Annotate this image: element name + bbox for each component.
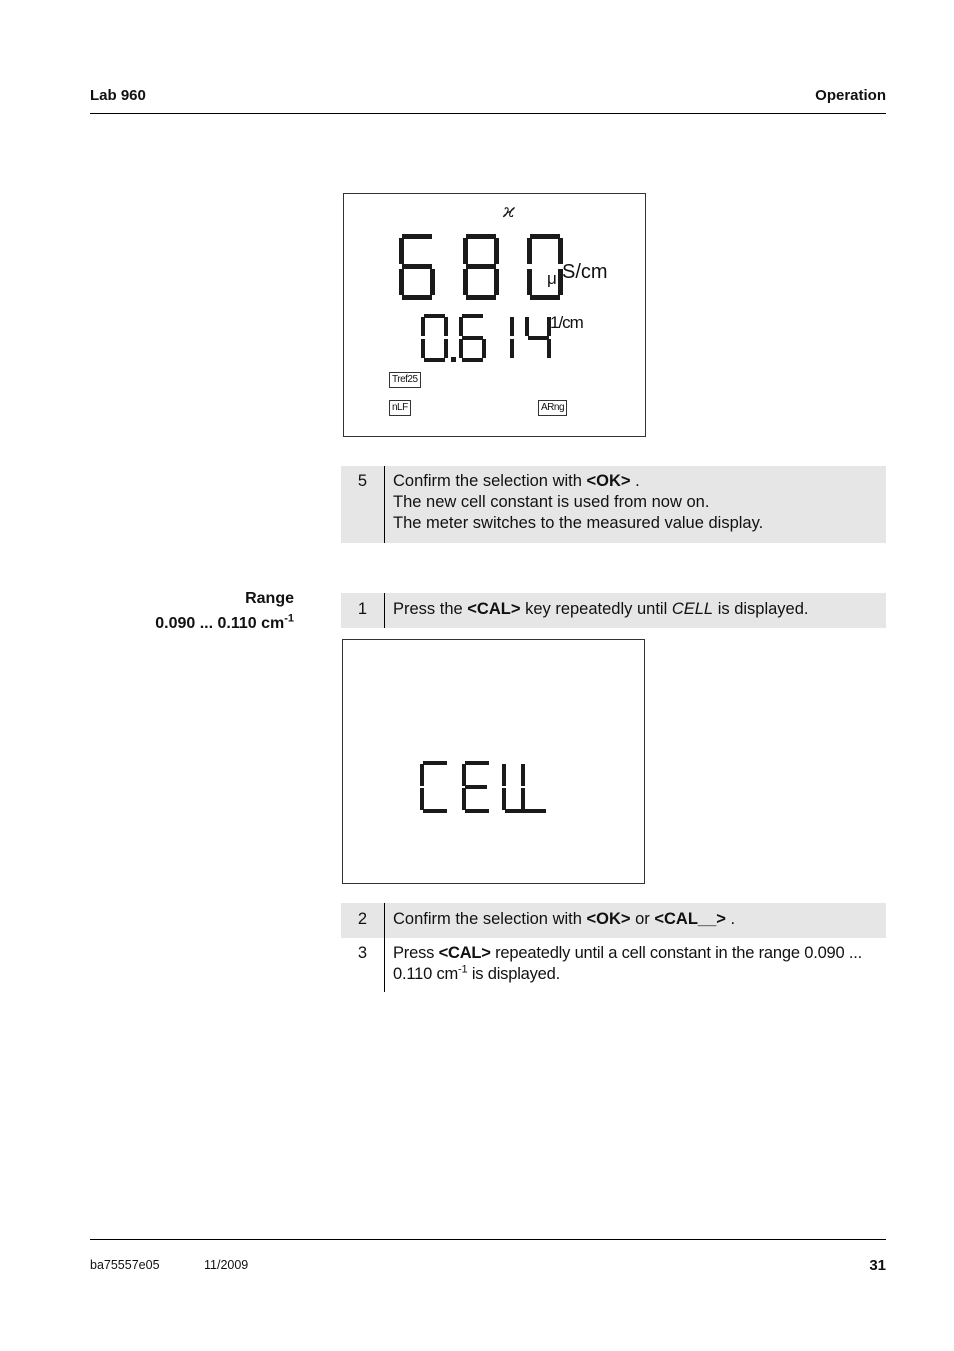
unit-siemens-per-cm: S/cm	[562, 261, 608, 283]
step-text	[393, 599, 880, 620]
step-divider	[384, 903, 385, 938]
step-divider	[384, 466, 385, 543]
range-text: 0.090 ... 0.110 cm	[155, 615, 285, 632]
digit-0	[527, 234, 563, 300]
step-3-row	[341, 938, 886, 992]
step-number: 5	[357, 472, 368, 490]
step-text-part: key repeatedly until	[520, 600, 672, 618]
char-c	[420, 761, 447, 813]
char-e	[462, 761, 489, 813]
step-text-part: Press	[393, 944, 439, 962]
indicator-tref25: Tref25	[389, 372, 421, 388]
step-text-part: is displayed.	[467, 965, 561, 983]
step-text-part: Confirm the selection with	[393, 472, 587, 490]
step-2-row	[341, 903, 886, 938]
conductivity-symbol: ϰ	[503, 200, 515, 222]
indicator-arng: ARng	[538, 400, 567, 416]
step-text	[393, 943, 880, 985]
footer-doc-id: ba75557e05	[90, 1258, 160, 1272]
side-heading-range	[155, 586, 294, 636]
step-text-part: Press the	[393, 600, 468, 618]
step-text-part: is displayed.	[713, 600, 809, 618]
footer-rule	[90, 1239, 886, 1240]
step-text	[393, 471, 880, 534]
step-5-row	[341, 466, 886, 543]
step-text-line: The meter switches to the measured value display.	[393, 514, 764, 532]
header-right: Operation	[815, 87, 886, 104]
step-text-part: .	[725, 910, 736, 928]
step-divider	[384, 593, 385, 628]
indicator-nlf: nLF	[389, 400, 411, 416]
sub-digit-1	[510, 317, 514, 358]
step-1-row	[341, 593, 886, 628]
lcd-display-cell	[342, 639, 645, 884]
step-text-part: repeatedly until a cell constant in the range 0.090 ... 0.110 cm	[393, 944, 863, 983]
digit-6	[399, 234, 435, 300]
key-cal: <CAL>	[467, 600, 521, 618]
display-term: CELL	[671, 600, 714, 618]
lcd-segments-cell	[343, 640, 644, 883]
digit-8	[463, 234, 499, 300]
step-divider	[384, 938, 385, 992]
decimal-point	[451, 357, 456, 362]
step-text-part: .	[630, 472, 640, 490]
step-number: 2	[357, 910, 368, 928]
side-heading-title: Range	[245, 590, 294, 607]
unit-mu: μ	[547, 269, 557, 288]
step-text-part: Confirm the selection with	[393, 910, 587, 928]
page-number: 31	[869, 1257, 886, 1274]
side-heading-range-value	[155, 611, 294, 636]
sub-digit-6	[459, 314, 486, 362]
sub-digit-4	[525, 317, 551, 358]
key-ok: <OK>	[586, 910, 631, 928]
step-text-part: or	[630, 910, 655, 928]
footer-date: 11/2009	[204, 1258, 249, 1272]
lcd-display-measurement	[343, 193, 646, 437]
step-text	[393, 909, 880, 930]
header-rule	[90, 113, 886, 114]
unit-per-cm: 1/cm	[550, 313, 583, 332]
unit-exponent: -1	[458, 963, 468, 976]
sub-digit-0	[421, 314, 448, 362]
step-number: 3	[357, 944, 368, 962]
key-cal: <CAL>	[438, 944, 491, 962]
step-text-line: The new cell constant is used from now on.	[393, 493, 710, 511]
step-number: 1	[357, 600, 368, 618]
char-l	[521, 764, 546, 813]
key-ok: <OK>	[586, 472, 631, 490]
range-exponent: -1	[284, 612, 294, 625]
key-cal-long: <CAL__>	[654, 910, 726, 928]
header-left: Lab 960	[90, 87, 146, 104]
